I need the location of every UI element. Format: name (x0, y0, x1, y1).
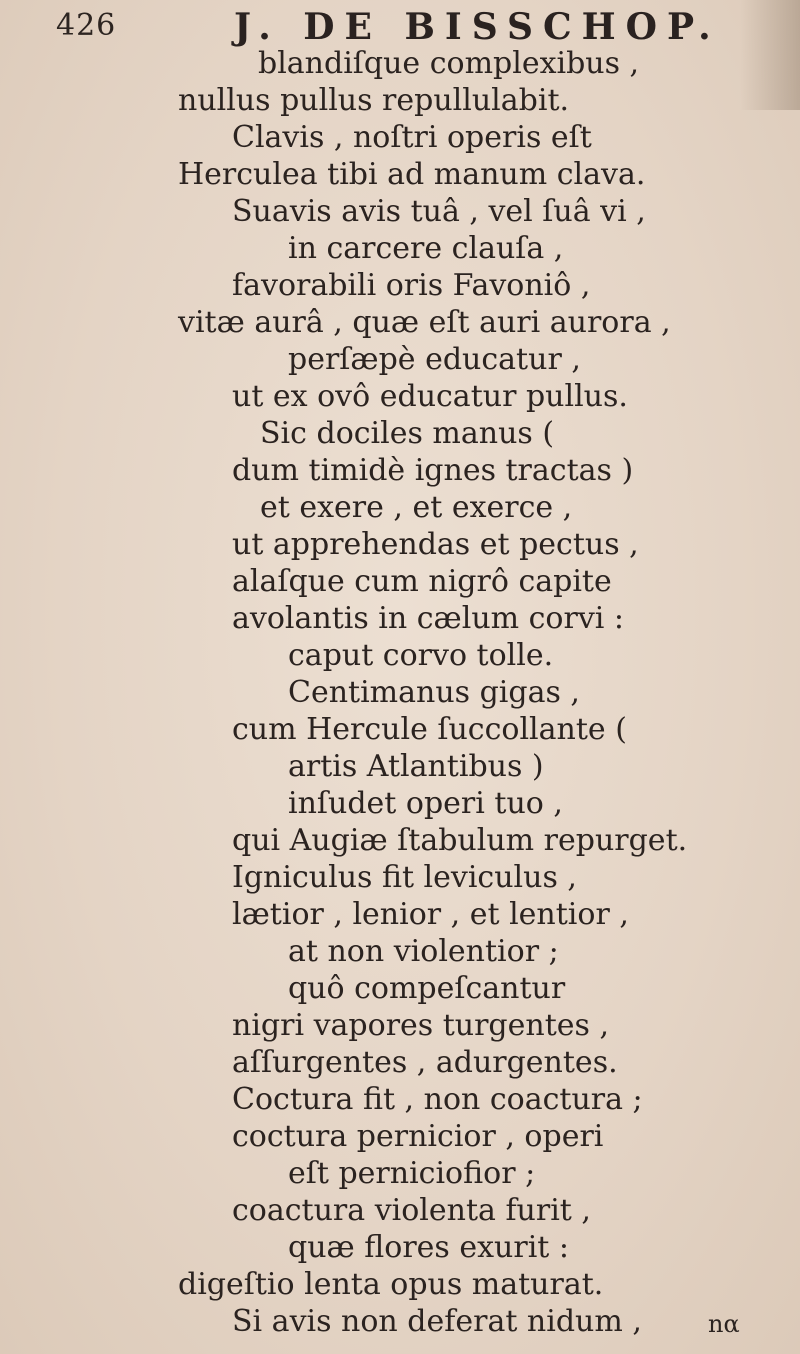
verse-line: Igniculus fit leviculus , (232, 860, 577, 895)
verse-line: et exere , et exerce , (260, 490, 573, 525)
verse-line: blandiſque complexibus , (258, 46, 640, 81)
verse-line: favorabili oris Favoniô , (232, 268, 591, 303)
verse-line: cum Hercule ſuccollante ( (232, 712, 627, 747)
verse-line: avolantis in cælum corvi : (232, 601, 625, 636)
verse-line: in carcere clauſa , (288, 231, 564, 266)
verse-line: Sic dociles manus ( (260, 416, 555, 451)
verse-line: aſſurgentes , adurgentes. (232, 1045, 618, 1080)
verse-line: coctura pernicior , operi (232, 1119, 604, 1154)
verse-line: eſt perniciofior ; (288, 1156, 536, 1191)
verse-line: vitæ aurâ , quæ eſt auri aurora , (178, 305, 671, 340)
verse-line: coactura violenta furit , (232, 1193, 591, 1228)
page-number: 426 (56, 8, 117, 43)
verse-line: caput corvo tolle. (288, 638, 554, 673)
verse-line: Coctura fit , non coactura ; (232, 1082, 643, 1117)
verse-line: alaſque cum nigrô capite (232, 564, 612, 599)
verse-line: quæ flores exurit : (288, 1230, 569, 1265)
verse-line: Centimanus gigas , (288, 675, 580, 710)
verse-line: ut apprehendas et pectus , (232, 527, 639, 562)
verse-line: Herculea tibi ad manum clava. (178, 157, 646, 192)
verse-line: nullus pullus repullulabit. (178, 83, 570, 118)
verse-line: inſudet operi tuo , (288, 786, 563, 821)
verse-line: at non violentior ; (288, 934, 559, 969)
verse-line: Si avis non deferat nidum , (232, 1304, 642, 1339)
verse-line: ut ex ovô educatur pullus. (232, 379, 628, 414)
verse-line: artis Atlantibus ) (288, 749, 544, 784)
verse-line: perſæpè educatur , (288, 342, 581, 377)
verse-line: nigri vapores turgentes , (232, 1008, 609, 1043)
verse-line: Suavis avis tuâ , vel ſuâ vi , (232, 194, 646, 229)
running-head: J. DE BISSCHOP. (234, 6, 721, 48)
verse-line: lætior , lenior , et lentior , (232, 897, 629, 932)
catchword: nα (708, 1310, 740, 1338)
verse-line: quô compeſcantur (288, 971, 566, 1006)
verse-line: qui Augiæ ſtabulum repurget. (232, 823, 688, 858)
verse-line: Clavis , noſtri operis eſt (232, 120, 592, 155)
verse-line: digeſtio lenta opus maturat. (178, 1267, 604, 1302)
verse-line: dum timidè ignes tractas ) (232, 453, 634, 488)
page-edge-shadow (740, 0, 800, 110)
